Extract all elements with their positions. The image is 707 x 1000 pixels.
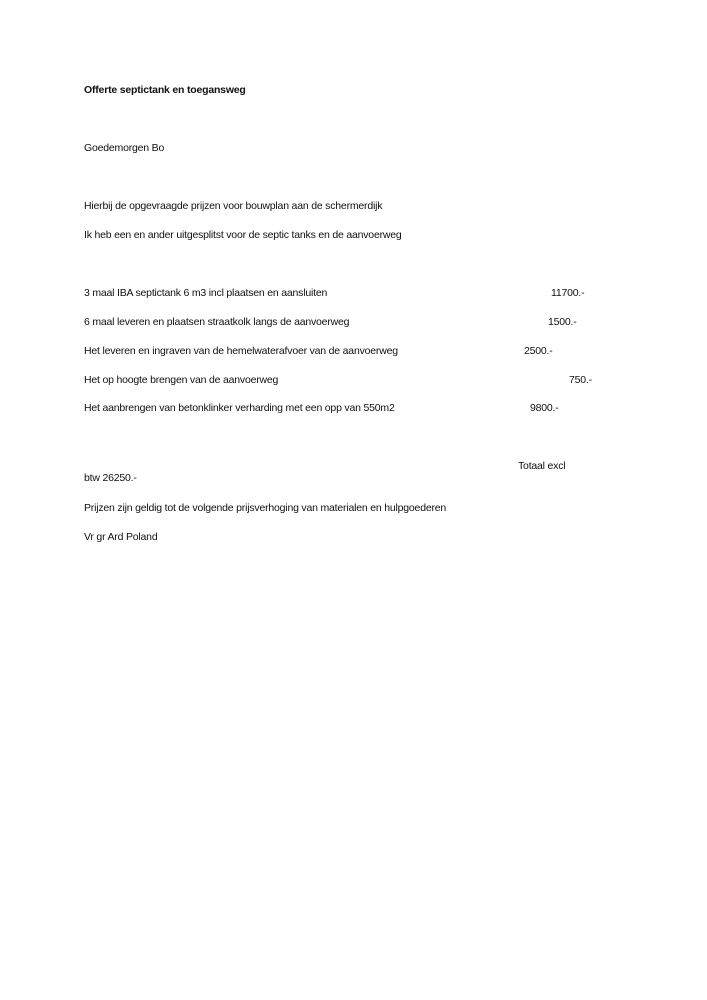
item-description: 3 maal IBA septictank 6 m3 incl plaatsen en aansluiten <box>84 287 328 299</box>
item-description: 6 maal leveren en plaatsen straatkolk langs de aanvoerweg <box>84 316 350 328</box>
item-description: Het aanbrengen van betonklinker verharding met een opp van 550m2 <box>84 402 395 414</box>
validity-note: Prijzen zijn geldig tot de volgende prijsverhoging van materialen en hulpgoederen <box>84 502 447 514</box>
intro-line-2: Ik heb een en ander uitgesplitst voor de septic tanks en de aanvoerweg <box>84 229 402 241</box>
intro-line-1: Hierbij de opgevraagde prijzen voor bouwplan aan de schermerdijk <box>84 200 383 212</box>
item-amount: 9800.- <box>530 402 559 414</box>
item-amount: 11700.- <box>551 287 585 299</box>
total-label: Totaal excl <box>518 460 566 472</box>
document-title: Offerte septictank en toegansweg <box>84 84 246 96</box>
total-line: btw 26250.- <box>84 472 137 484</box>
item-description: Het leveren en ingraven van de hemelwaterafvoer van de aanvoerweg <box>84 345 398 357</box>
item-amount: 1500.- <box>548 316 577 328</box>
item-description: Het op hoogte brengen van de aanvoerweg <box>84 374 279 386</box>
greeting: Goedemorgen Bo <box>84 142 165 154</box>
item-amount: 2500.- <box>524 345 553 357</box>
item-amount: 750.- <box>569 374 592 386</box>
signature: Vr gr Ard Poland <box>84 531 158 543</box>
